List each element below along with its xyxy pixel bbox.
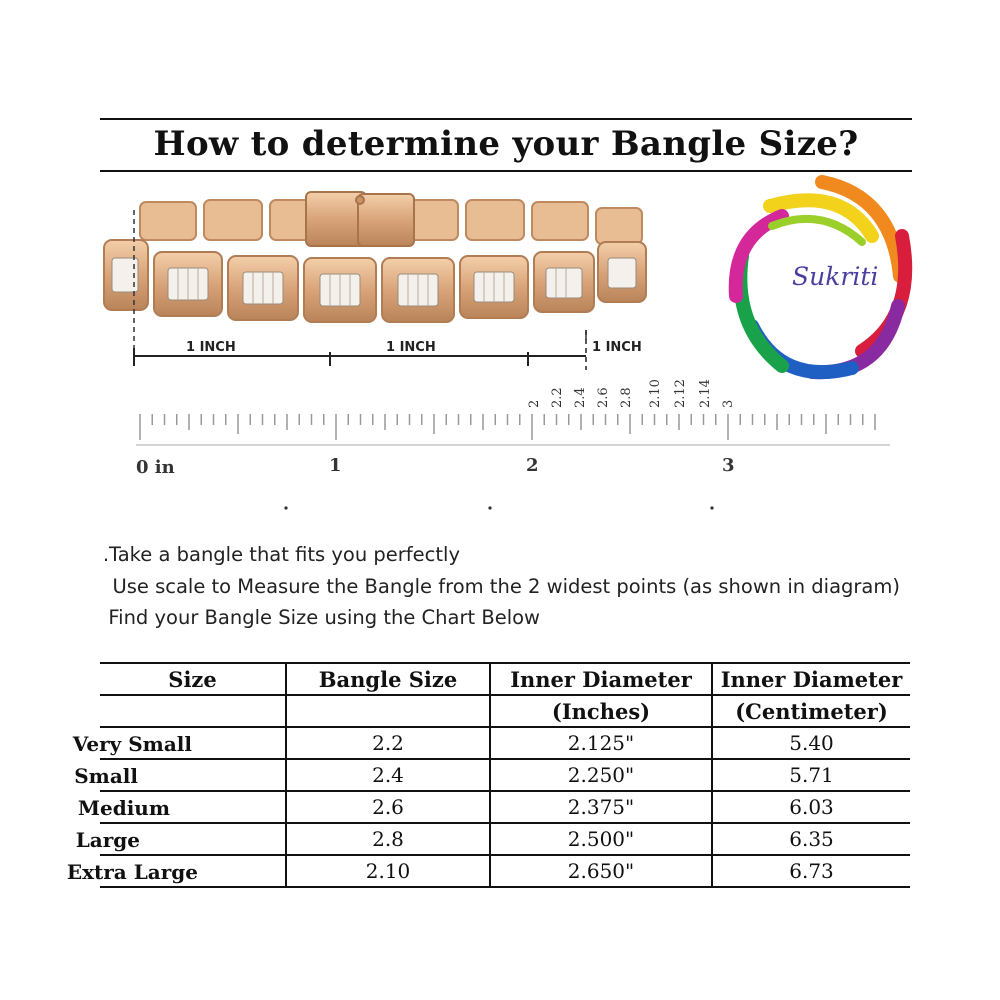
bangle-size-cell: 2.10 [286, 855, 490, 887]
segment-label-2: 1 INCH [386, 340, 436, 355]
header-cm-unit: (Centimeter) [735, 698, 888, 724]
table-row [100, 727, 910, 759]
instruction-2: Use scale to Measure the Bangle from the 2 widest points (as shown in diagram) [112, 575, 900, 598]
size-tick-label: 2.2 [550, 387, 565, 408]
instruction-1: Take a bangle that fits you perfectly. [102, 543, 460, 566]
size-name-cell: Medium [100, 791, 286, 823]
header-bangle-unit [286, 695, 490, 727]
measurement-ruler [100, 330, 900, 520]
inches-cell: 2.125" [490, 727, 712, 759]
bangle-size-cell: 2.2 [286, 727, 490, 759]
table-row [100, 791, 910, 823]
bracelet-image [100, 180, 660, 340]
cm-cell: 6.73 [789, 859, 834, 883]
size-name-cell: Small [100, 759, 286, 791]
cm-cell: 6.03 [789, 795, 834, 819]
table-header-row [100, 663, 910, 695]
size-name-cell: Very Small [100, 727, 286, 759]
ruler-number-2: 2 [526, 455, 539, 476]
segment-label-1: 1 INCH [186, 340, 236, 355]
inches-cell: 2.650" [490, 855, 712, 887]
header-size-unit [100, 695, 286, 727]
instruction-3: Find your Bangle Size using the Chart Below [108, 606, 540, 629]
cm-cell: 5.71 [789, 763, 834, 787]
bangle-size-cell: 2.4 [286, 759, 490, 791]
bangle-size-cell: 2.6 [286, 791, 490, 823]
inches-cell: 2.250" [490, 759, 712, 791]
page-title: How to determine your Bangle Size? [153, 124, 859, 164]
size-tick-label: 2.6 [596, 387, 611, 408]
bangle-size-table [66, 662, 910, 888]
table-header-row-2 [100, 695, 910, 727]
segment-label-3: 1 INCH [592, 340, 642, 355]
table-row [100, 823, 910, 855]
header-bangle-size: Bangle Size [286, 663, 490, 695]
title-top-rule [100, 118, 912, 120]
header-inner-diameter-cm: Inner Diameter [720, 666, 903, 692]
size-tick-label: 2.8 [619, 387, 634, 408]
table-row [100, 759, 910, 791]
size-tick-label: 2.10 [648, 379, 663, 408]
table-row [100, 855, 910, 887]
size-tick-label: 2 [527, 399, 542, 408]
size-tick-label: 2.12 [673, 379, 688, 408]
header-inches-unit: (Inches) [490, 695, 712, 727]
ruler-number-1: 1 [329, 455, 342, 476]
size-tick-label: 3 [721, 399, 736, 408]
cm-cell: 5.40 [789, 731, 834, 755]
inches-cell: 2.375" [490, 791, 712, 823]
header-size: Size [100, 663, 286, 695]
size-tick-label: 2.4 [573, 387, 588, 408]
size-tick-label: 2.14 [698, 379, 713, 408]
ruler-number-0: 0 in [136, 457, 175, 478]
cm-cell: 6.35 [789, 827, 834, 851]
size-name-cell: Large [100, 823, 286, 855]
title-bottom-rule [100, 170, 912, 172]
inches-cell: 2.500" [490, 823, 712, 855]
size-name-cell: Extra Large [100, 855, 286, 887]
ruler-number-3: 3 [722, 455, 735, 476]
brand-name: Sukriti [792, 262, 879, 291]
header-inner-diameter-inches: Inner Diameter [490, 663, 712, 695]
bangle-size-cell: 2.8 [286, 823, 490, 855]
